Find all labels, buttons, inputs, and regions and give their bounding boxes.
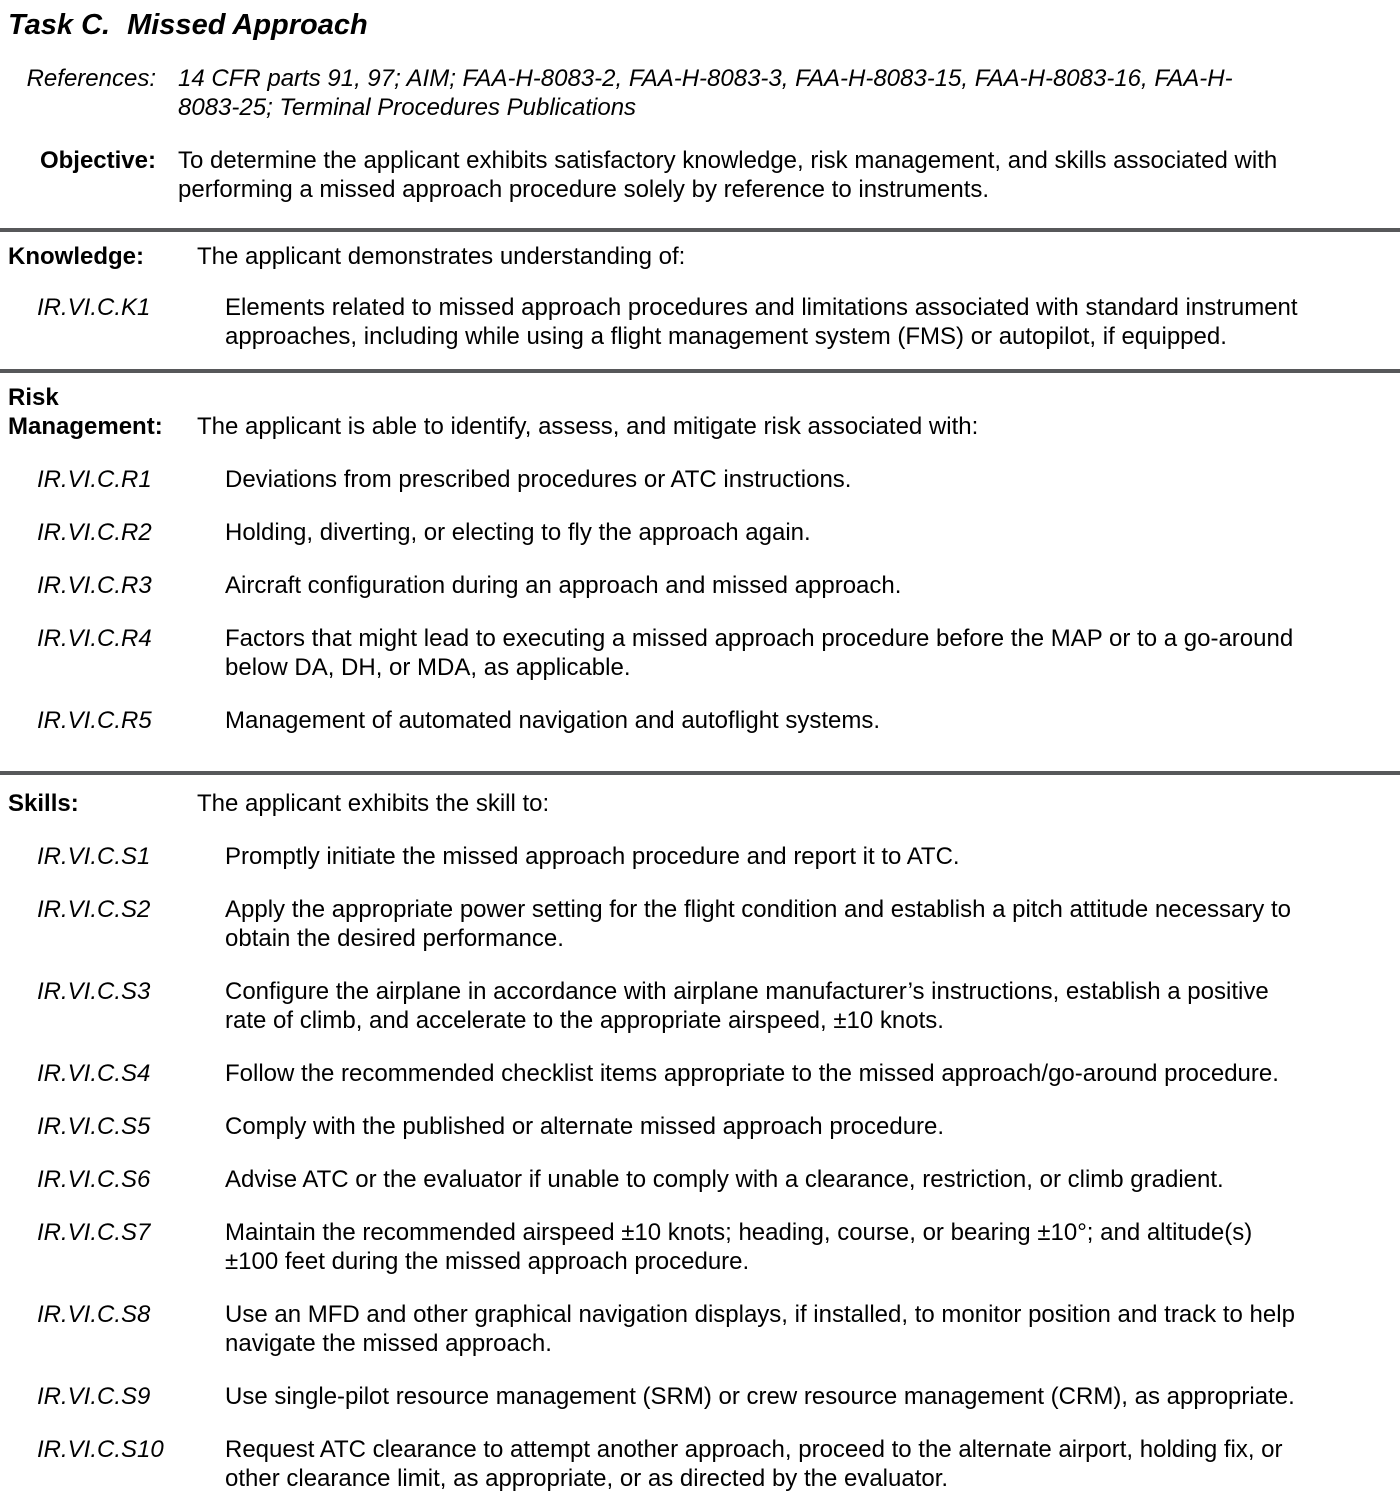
references-row [8,64,1376,122]
acs-item-text: Management of automated navigation and autoflight systems. [225,707,881,734]
skills-label-line1: Skills: [8,790,79,817]
acs-code: IR.VI.C.R5 [37,707,152,734]
acs-item-text: Promptly initiate the missed approach procedure and report it to ATC. [225,843,960,870]
acs-code: IR.VI.C.S9 [37,1383,151,1410]
acs-item-text: Request ATC clearance to attempt another approach, proceed to the alternate airport, holding fix, or other clearance limit, as appropriate, or as directed by the evaluator. [225,1436,1283,1492]
skill-item-s6 [8,1165,1376,1194]
page-title [8,8,1376,42]
acs-code: IR.VI.C.S8 [37,1301,151,1328]
references-label: References: [26,65,156,92]
skill-item-s5 [8,1112,1376,1141]
references-text: 14 CFR parts 91, 97; AIM; FAA-H-8083-2, FAA-H-8083-3, FAA-H-8083-15, FAA-H-8083-16, FAA-H-8083-25; Terminal Procedures Publications [178,65,1233,121]
acs-item-text: Factors that might lead to executing a missed approach procedure before the MAP or to a go-around below DA, DH, or MDA, as applicable. [225,625,1294,681]
task-label: Task C. [8,9,111,41]
section-divider [0,369,1400,373]
objective-row [8,146,1376,204]
risk-label-line2: Management: [8,413,163,440]
knowledge-label-line1: Knowledge: [8,243,144,270]
section-divider [0,771,1400,775]
knowledge-item-k1 [8,293,1376,351]
acs-code: IR.VI.C.R1 [37,466,152,493]
risk-management-header [8,383,1376,441]
acs-item-text: Elements related to missed approach procedures and limitations associated with standard instrument approaches, including while using a flight management system (FMS) or autopilot, if equipped. [225,294,1298,350]
acs-item-text: Use an MFD and other graphical navigation displays, if installed, to monitor position and track to help navigate the missed approach. [225,1301,1295,1357]
skill-item-s9 [8,1382,1376,1411]
acs-item-text: Holding, diverting, or electing to fly the approach again. [225,519,811,546]
risk-management-intro: The applicant is able to identify, assess, and mitigate risk associated with: [197,413,979,440]
acs-code: IR.VI.C.S6 [37,1166,151,1193]
skill-item-s3 [8,977,1376,1035]
task-name: Missed Approach [127,9,368,41]
acs-item-text: Deviations from prescribed procedures or ATC instructions. [225,466,852,493]
risk-item-r2 [8,518,1376,547]
acs-code: IR.VI.C.K1 [37,294,151,321]
acs-code: IR.VI.C.S7 [37,1219,151,1246]
acs-code: IR.VI.C.R3 [37,572,152,599]
acs-code: IR.VI.C.S5 [37,1113,151,1140]
acs-task-page [8,8,1376,1493]
skill-item-s1 [8,842,1376,871]
knowledge-label [8,242,197,271]
acs-item-text: Use single-pilot resource management (SRM) or crew resource management (CRM), as appropriate. [225,1383,1295,1410]
knowledge-intro: The applicant demonstrates understanding of: [197,243,686,270]
acs-item-text: Follow the recommended checklist items appropriate to the missed approach/go-around procedure. [225,1060,1279,1087]
risk-management-label [8,383,197,441]
skills-intro: The applicant exhibits the skill to: [197,790,550,817]
risk-item-r5 [8,706,1376,735]
acs-item-text: Maintain the recommended airspeed ±10 knots; heading, course, or bearing ±10°; and altitude(s) ±100 feet during the missed approach procedure. [225,1219,1253,1275]
skill-item-s2 [8,895,1376,953]
knowledge-header [8,242,1376,271]
risk-item-r4 [8,624,1376,682]
acs-code: IR.VI.C.R4 [37,625,152,652]
risk-item-r1 [8,465,1376,494]
skills-header [8,789,1376,818]
acs-code: IR.VI.C.S4 [37,1060,151,1087]
section-divider [0,228,1400,232]
risk-item-r3 [8,571,1376,600]
acs-code: IR.VI.C.R2 [37,519,152,546]
acs-code: IR.VI.C.S3 [37,978,151,1005]
acs-item-text: Comply with the published or alternate missed approach procedure. [225,1113,945,1140]
objective-label: Objective: [39,147,156,174]
risk-label-line1: Risk [8,384,59,411]
skill-item-s8 [8,1300,1376,1358]
skill-item-s7 [8,1218,1376,1276]
skill-item-s10 [8,1435,1376,1493]
objective-text: To determine the applicant exhibits satisfactory knowledge, risk management, and skills associated with performing a missed approach procedure solely by reference to instruments. [178,147,1278,203]
acs-item-text: Aircraft configuration during an approach and missed approach. [225,572,902,599]
skills-label [8,789,197,818]
acs-item-text: Advise ATC or the evaluator if unable to comply with a clearance, restriction, or climb gradient. [225,1166,1224,1193]
acs-code: IR.VI.C.S1 [37,843,151,870]
acs-code: IR.VI.C.S2 [37,896,151,923]
acs-item-text: Apply the appropriate power setting for the flight condition and establish a pitch attitude necessary to obtain the desired performance. [225,896,1291,952]
acs-item-text: Configure the airplane in accordance with airplane manufacturer’s instructions, establish a positive rate of climb, and accelerate to the appropriate airspeed, ±10 knots. [225,978,1269,1034]
skill-item-s4 [8,1059,1376,1088]
acs-code: IR.VI.C.S10 [37,1436,164,1463]
